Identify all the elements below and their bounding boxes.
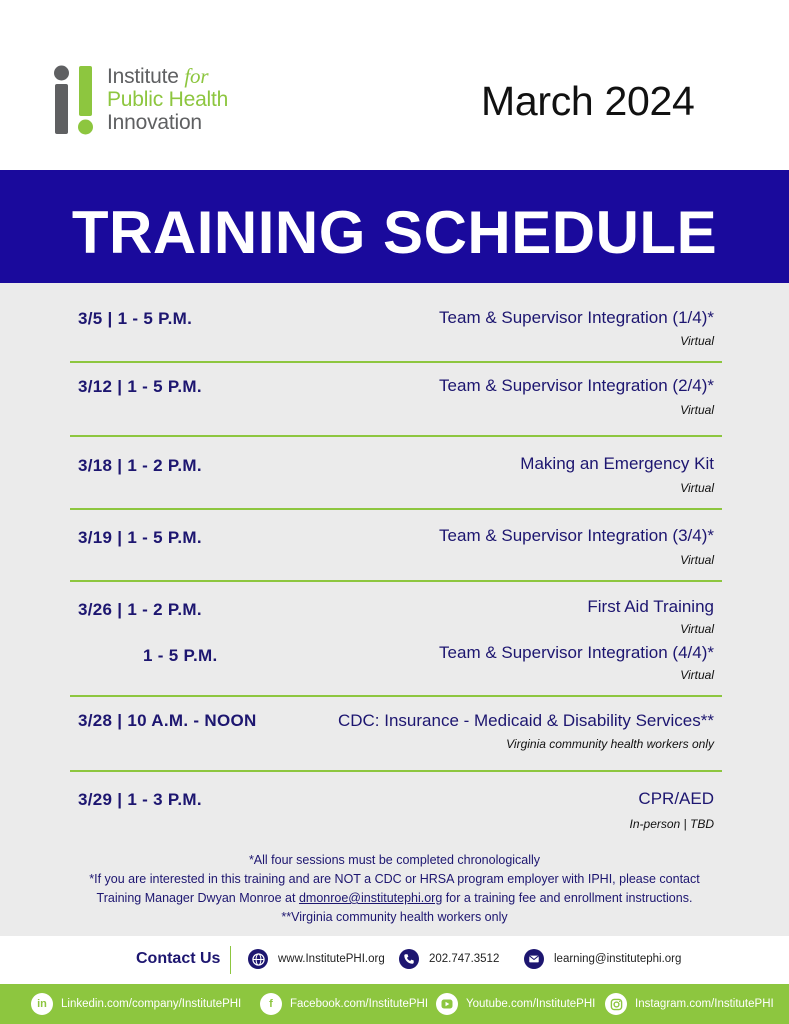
session-title: CDC: Insurance - Medicaid & Disability Services** <box>337 711 714 730</box>
session-note: Virtual <box>680 553 714 567</box>
session-date: 3/19 | 1 - 5 P.M. <box>78 528 202 547</box>
facebook-label[interactable]: Facebook.com/InstitutePHI <box>290 998 429 1010</box>
footnotes <box>0 851 789 927</box>
youtube-label[interactable]: Youtube.com/InstitutePHI <box>466 998 596 1010</box>
exclamation-logo-icon <box>53 64 97 138</box>
schedule-panel <box>0 283 789 936</box>
footnote-1: *All four sessions must be completed chronologically <box>248 853 541 867</box>
footnote-2: *If you are interested in this training and are NOT a CDC or HRSA program employer with IPHI, please contact <box>89 872 700 886</box>
session-title: Team & Supervisor Integration (2/4)* <box>439 376 714 395</box>
session-title: Making an Emergency Kit <box>520 454 714 473</box>
session-title-2: Team & Supervisor Integration (4/4)* <box>439 643 714 662</box>
globe-icon <box>248 949 268 969</box>
youtube-icon <box>436 993 458 1015</box>
phone-contact[interactable] <box>399 949 499 969</box>
phone-icon <box>399 949 419 969</box>
header-area <box>0 0 789 170</box>
linkedin-icon: in <box>31 993 53 1015</box>
divider <box>70 770 722 772</box>
instagram-icon <box>605 993 627 1015</box>
session-date: 3/5 | 1 - 5 P.M. <box>78 309 193 328</box>
divider <box>70 361 722 363</box>
session-title: First Aid Training <box>587 597 714 616</box>
session-note: Virtual <box>680 622 714 636</box>
facebook-link[interactable] <box>260 993 428 1015</box>
website-link[interactable]: www.InstitutePHI.org <box>278 953 385 965</box>
contact-email-link[interactable]: dmonroe@institutephi.org <box>298 891 443 905</box>
email-address[interactable]: learning@institutephi.org <box>554 953 682 965</box>
divider <box>70 508 722 510</box>
facebook-icon: f <box>260 993 282 1015</box>
footnote-3-post: for a training fee and enrollment instructions. <box>442 891 693 905</box>
footnote-4: **Virginia community health workers only <box>281 910 508 924</box>
footnote-3-pre: Training Manager Dwyan Monroe at <box>96 891 299 905</box>
phone-number[interactable]: 202.747.3512 <box>429 953 500 965</box>
session-title: CPR/AED <box>638 789 714 808</box>
session-title: Team & Supervisor Integration (3/4)* <box>439 526 714 545</box>
logo-wordmark <box>107 65 228 134</box>
instagram-label[interactable]: Instagram.com/InstitutePHI <box>635 998 774 1010</box>
session-date: 3/18 | 1 - 2 P.M. <box>78 456 202 475</box>
session-date: 3/28 | 10 A.M. - NOON <box>78 711 257 730</box>
session-note: Virtual <box>680 334 714 348</box>
session-title: Team & Supervisor Integration (1/4)* <box>439 308 714 327</box>
youtube-link[interactable] <box>436 993 595 1015</box>
divider <box>70 695 722 697</box>
session-note: Virtual <box>680 403 714 417</box>
session-date: 3/29 | 1 - 3 P.M. <box>78 790 202 809</box>
schedule-month: March 2024 <box>481 78 695 124</box>
linkedin-label[interactable]: Linkedin.com/company/InstitutePHI <box>61 998 242 1010</box>
divider <box>70 435 722 437</box>
footnote-3 <box>0 889 789 908</box>
contact-separator <box>230 946 231 974</box>
contact-us-label: Contact Us <box>136 950 221 967</box>
logo-for: for <box>184 64 209 88</box>
instagram-link[interactable] <box>605 993 774 1015</box>
session-note-2: Virtual <box>680 668 714 682</box>
iphi-logo[interactable] <box>53 64 263 138</box>
divider <box>70 580 722 582</box>
session-date: 3/26 | 1 - 2 P.M. <box>78 600 202 619</box>
logo-line-2: Public Health <box>107 88 229 111</box>
email-contact[interactable] <box>524 949 681 969</box>
page-title: TRAINING SCHEDULE <box>71 199 718 266</box>
session-note: Virtual <box>680 481 714 495</box>
linkedin-link[interactable] <box>31 993 241 1015</box>
session-date: 3/12 | 1 - 5 P.M. <box>78 377 202 396</box>
session-time-2: 1 - 5 P.M. <box>143 646 218 665</box>
logo-line-3: Innovation <box>107 111 202 134</box>
session-note: In-person | TBD <box>629 817 714 831</box>
mail-icon <box>524 949 544 969</box>
session-note: Virginia community health workers only <box>506 737 714 751</box>
social-bar <box>0 984 789 1024</box>
logo-line-1: Institute <box>107 65 179 88</box>
contact-bar <box>0 936 789 984</box>
website-contact[interactable] <box>248 949 385 969</box>
title-banner <box>0 170 789 283</box>
